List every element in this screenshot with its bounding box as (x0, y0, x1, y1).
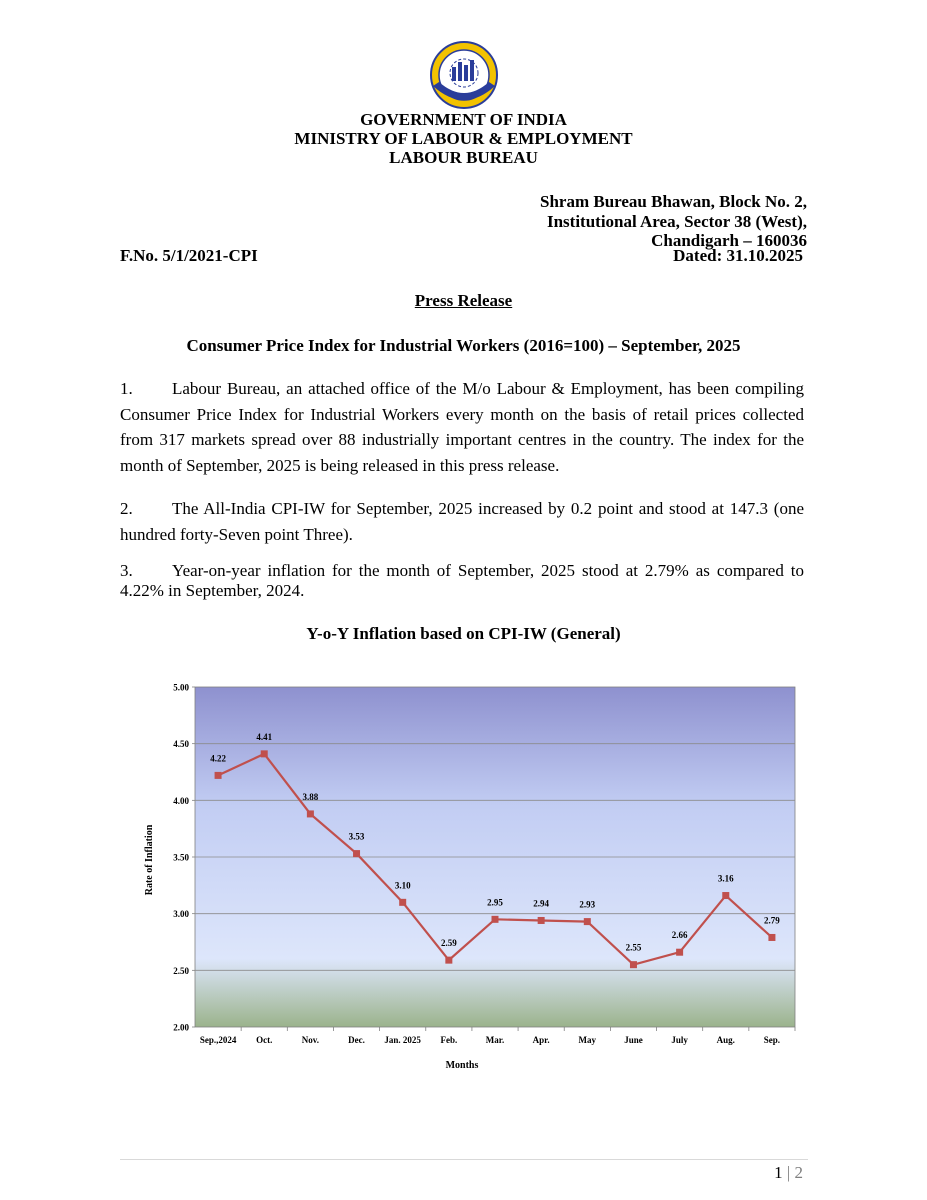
x-tick-label: Nov. (301, 1035, 320, 1045)
chart-title: Y-o-Y Inflation based on CPI-IW (General) (306, 624, 621, 643)
header-bureau: LABOUR BUREAU (389, 148, 538, 167)
paragraph-number: 2. (120, 499, 133, 518)
inflation-line-chart (120, 670, 810, 1080)
footer-divider (120, 1159, 808, 1160)
document-header (0, 110, 927, 167)
data-point (399, 899, 406, 906)
data-point (630, 961, 637, 968)
data-point (307, 810, 314, 817)
data-label: 2.66 (671, 930, 688, 941)
paragraph-1 (120, 376, 804, 478)
address-line-2: Institutional Area, Sector 38 (West), (546, 211, 807, 231)
office-address (540, 192, 807, 251)
subject-heading: Consumer Price Index for Industrial Workers (2016=100) – September, 2025 (186, 336, 741, 355)
current-page: 1 (774, 1163, 783, 1182)
chart-svg (120, 670, 810, 1080)
data-label: 2.94 (533, 898, 550, 909)
data-point (676, 949, 683, 956)
data-label: 4.22 (210, 753, 226, 764)
data-point (722, 892, 729, 899)
x-tick-label: July (671, 1035, 688, 1045)
press-release-heading: Press Release (414, 291, 513, 310)
data-label: 2.79 (764, 915, 780, 926)
x-tick-label: Aug. (716, 1035, 735, 1045)
data-label: 2.95 (487, 897, 503, 908)
data-label: 3.88 (302, 791, 319, 802)
x-tick-label: Sep.,2024 (199, 1035, 237, 1045)
page-separator: | (786, 1163, 791, 1182)
x-tick-label: Oct. (256, 1035, 273, 1045)
paragraph-text: Labour Bureau, an attached office of the M/o Labour & Employment, has been compiling Consumer Price Index for Industrial Workers every month on the basis of retail prices collected from 317 markets spread over 88 industrially important centres in the country. The index for the month of September, 2025 is being released in this press release. (120, 379, 804, 475)
x-tick-label: Dec. (348, 1035, 365, 1045)
data-label: 3.16 (717, 873, 734, 884)
data-point (215, 772, 222, 779)
y-tick-label: 2.50 (173, 965, 189, 976)
labour-bureau-emblem (423, 40, 505, 110)
file-number: F.No. 5/1/2021-CPI (120, 246, 258, 265)
x-tick-label: Mar. (485, 1035, 505, 1045)
address-line-1: Shram Bureau Bhawan, Block No. 2, (539, 192, 807, 211)
header-ministry: MINISTRY OF LABOUR & EMPLOYMENT (294, 129, 633, 148)
paragraph-3 (120, 561, 804, 601)
y-axis-label: Rate of Inflation (144, 824, 155, 896)
y-tick-label: 4.50 (173, 739, 189, 750)
data-label: 4.41 (256, 731, 273, 742)
total-pages: 2 (794, 1163, 803, 1182)
x-tick-label: Apr. (532, 1035, 550, 1045)
data-point (492, 916, 499, 923)
data-label: 2.55 (625, 942, 642, 953)
data-point (538, 917, 545, 924)
data-label: 3.10 (394, 880, 411, 891)
y-tick-label: 4.00 (173, 795, 189, 806)
x-axis-label: Months (445, 1060, 479, 1071)
data-point (584, 918, 591, 925)
x-tick-label: May (578, 1035, 597, 1045)
data-label: 2.59 (440, 938, 457, 949)
paragraph-2 (120, 496, 804, 547)
header-government: GOVERNMENT OF INDIA (360, 110, 567, 129)
data-point (445, 957, 452, 964)
y-tick-label: 3.00 (173, 909, 189, 920)
data-label: 3.53 (348, 831, 365, 842)
data-point (768, 934, 775, 941)
x-tick-label: Feb. (440, 1035, 458, 1045)
data-label: 2.93 (579, 899, 596, 910)
y-tick-label: 5.00 (173, 682, 189, 693)
data-point (353, 850, 360, 857)
x-tick-label: Sep. (763, 1035, 781, 1045)
paragraph-text: The All-India CPI-IW for September, 2025 increased by 0.2 point and stood at 147.3 (one hundred forty-Seven point Three). (120, 499, 804, 544)
release-date: Dated: 31.10.2025 (673, 246, 803, 265)
x-tick-label: June (624, 1035, 643, 1045)
y-tick-label: 3.50 (173, 852, 189, 863)
page-number (774, 1163, 803, 1183)
paragraph-text: Year-on-year inflation for the month of September, 2025 stood at 2.79% as compared to 4.22% in September, 2024. (120, 561, 804, 600)
y-tick-label: 2.00 (173, 1022, 189, 1033)
x-tick-label: Jan. 2025 (384, 1035, 421, 1045)
paragraph-number: 1. (120, 379, 133, 398)
paragraph-number: 3. (120, 561, 133, 580)
data-point (261, 750, 268, 757)
address-line-3: Chandigarh – 160036 (651, 231, 807, 250)
